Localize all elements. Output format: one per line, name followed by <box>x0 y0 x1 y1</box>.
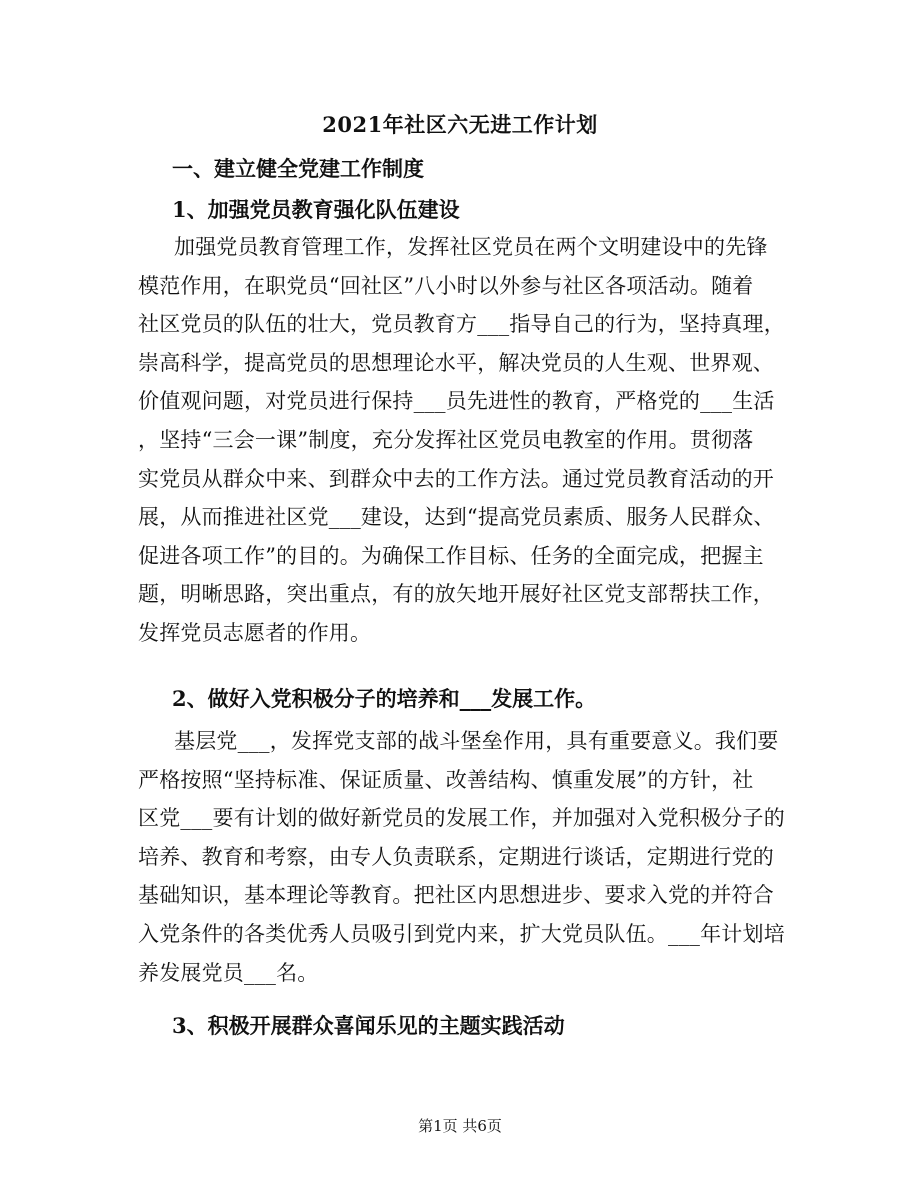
paragraph-line: 崇高科学，提高党员的思想理论水平，解决党员的人生观、世界观、 <box>138 350 774 375</box>
section-heading-1: 一、建立健全党建工作制度 <box>172 156 424 181</box>
subsection-heading-1: 1、加强党员教育强化队伍建设 <box>172 197 460 222</box>
subsection-heading-2: 2、做好入党积极分子的培养和___发展工作。 <box>172 686 597 711</box>
paragraph-line: 区党___要有计划的做好新党员的发展工作，并加强对入党积极分子的 <box>138 806 785 831</box>
paragraph-line: 题，明晰思路，突出重点，有的放矢地开展好社区党支部帮扶工作， <box>138 582 774 607</box>
paragraph-line: 基础知识，基本理论等教育。把社区内思想进步、要求入党的并符合 <box>138 883 774 908</box>
subsection-heading-3: 3、积极开展群众喜闻乐见的主题实践活动 <box>172 1013 565 1038</box>
paragraph-line: 实党员从群众中来、到群众中去的工作方法。通过党员教育活动的开 <box>138 466 774 491</box>
paragraph-line: 培养、教育和考察，由专人负责联系，定期进行谈话，定期进行党的 <box>138 844 774 869</box>
paragraph-line: 价值观问题，对党员进行保持___员先进性的教育，严格党的___生活 <box>138 389 775 414</box>
paragraph-line: 养发展党员___名。 <box>138 960 319 985</box>
page-footer: 第1页 共6页 <box>418 1117 502 1135</box>
paragraph-1 <box>138 228 798 653</box>
paragraph-line: 严格按照“坚持标准、保证质量、改善结构、慎重发展”的方针，社 <box>138 767 754 792</box>
paragraph-line: 促进各项工作”的目的。为确保工作目标、任务的全面完成，把握主 <box>138 543 764 568</box>
document-title: 2021年社区六无进工作计划 <box>322 112 598 137</box>
paragraph-2 <box>138 722 798 992</box>
paragraph-line: 社区党员的队伍的壮大，党员教育方___指导自己的行为，坚持真理， <box>138 312 785 337</box>
paragraph-line: 发挥党员志愿者的作用。 <box>138 620 372 645</box>
paragraph-line: 展，从而推进社区党___建设，达到“提高党员素质、服务人民群众、 <box>138 505 775 530</box>
paragraph-line: 基层党___，发挥党支部的战斗堡垒作用，具有重要意义。我们要 <box>174 729 779 753</box>
paragraph-line: 入党条件的各类优秀人员吸引到党内来，扩大党员队伍。___年计划培 <box>138 921 785 946</box>
paragraph-line: 模范作用，在职党员“回社区”八小时以外参与社区各项活动。随着 <box>138 273 754 298</box>
paragraph-line: 加强党员教育管理工作，发挥社区党员在两个文明建设中的先锋 <box>174 235 768 259</box>
paragraph-line: ，坚持“三会一课”制度，充分发挥社区党员电教室的作用。贯彻落 <box>138 427 754 452</box>
